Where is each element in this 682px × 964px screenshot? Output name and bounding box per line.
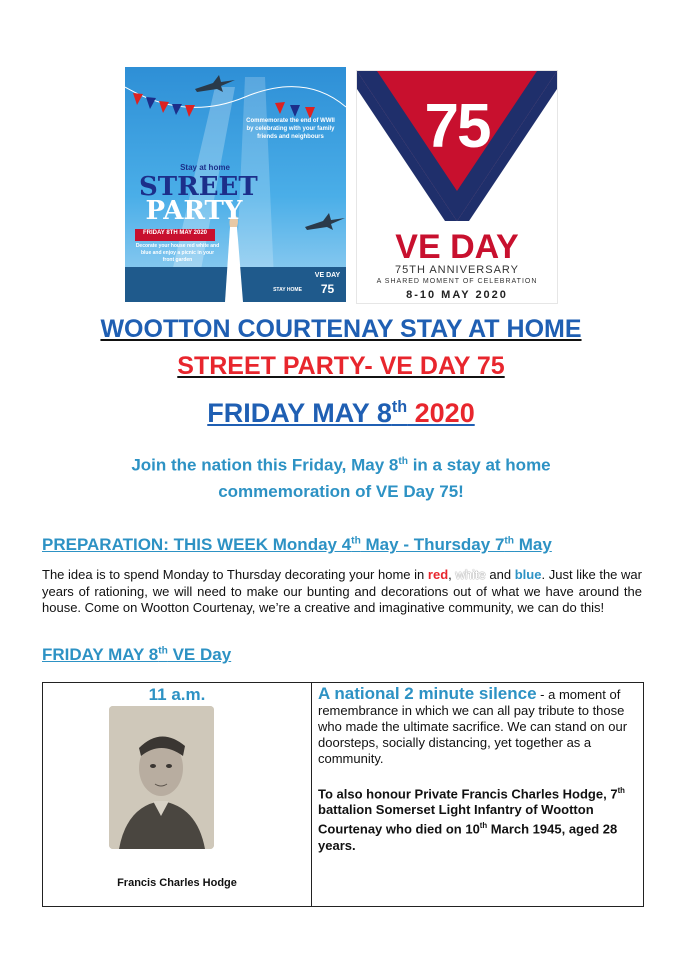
stay-home-logo: STAY HOME	[273, 287, 302, 293]
preparation-text-a: The idea is to spend Monday to Thursday decorating your home in	[42, 567, 428, 582]
portrait-illustration	[109, 706, 214, 849]
preparation-title-c: May	[514, 535, 552, 554]
preparation-title-b: May - Thursday 7	[360, 535, 505, 554]
headline-line-2-text: STREET PARTY- VE DAY 75	[177, 352, 505, 380]
ve-logo-number: 75	[424, 92, 490, 161]
street-party-poster-image	[125, 67, 346, 302]
word-and: and	[485, 567, 515, 582]
silence-lead: A national 2 minute silence	[318, 684, 537, 703]
preparation-title-sup2: th	[504, 535, 515, 547]
preparation-title	[42, 535, 552, 555]
headline-line-2	[0, 352, 682, 381]
ve-logo-dates: 8-10 MAY 2020	[406, 289, 508, 301]
schedule-time: 11 a.m.	[148, 685, 206, 704]
ve-logo-title: VE DAY	[395, 228, 519, 266]
poster-banner: FRIDAY 8TH MAY 2020	[142, 230, 208, 236]
headline-line-3	[0, 398, 682, 429]
honour-text-c: March 1945, aged 28 years.	[318, 821, 618, 853]
friday-title-sup: th	[158, 645, 168, 657]
honour-sup2: th	[479, 821, 488, 831]
ve-day-75-logo	[356, 70, 558, 304]
poster-blurb: Commemorate the end of WWII by celebrating with your family friends and neighbours	[246, 118, 335, 140]
headline-year: 2020	[407, 398, 475, 428]
honour-text-b: battalion Somerset Light Infantry of Wootton Courtenay who died on 10	[318, 802, 594, 837]
comma: ,	[448, 567, 456, 582]
honour-text	[318, 783, 636, 854]
headline-line-1-text: WOOTTON COURTENAY STAY AT HOME	[100, 315, 582, 343]
word-red: red	[427, 567, 449, 582]
honour-sup1: th	[617, 786, 625, 795]
poster-ve-day-number: 75	[320, 282, 335, 296]
preparation-text	[42, 567, 642, 617]
intro-line-2: commemoration of VE Day 75!	[218, 481, 464, 501]
portrait-caption: Francis Charles Hodge	[117, 877, 237, 889]
intro-sup: th	[398, 456, 408, 467]
poster-decorate-text: Decorate your house red white and blue and enjoy a picnic in your front garden	[135, 243, 220, 263]
headline-date: FRIDAY MAY 8	[207, 398, 392, 428]
silence-description	[318, 686, 636, 854]
intro-text	[70, 449, 612, 505]
preparation-title-a: PREPARATION: THIS WEEK Monday 4	[42, 535, 352, 554]
poster-title-line2: PARTY	[145, 196, 243, 226]
friday-title-a: FRIDAY MAY 8	[42, 645, 159, 664]
preparation-text-b: . Just like the war years of rationing, we will need to make our bunting and decorations out of what we have around the house. Come on Wootton Courtenay, we’re a creative and imaginative community, we can do this!	[42, 567, 642, 615]
soldier-portrait-photo	[109, 706, 214, 849]
poster-title-line1: STREET	[139, 172, 258, 202]
friday-title-b: VE Day	[167, 645, 232, 664]
intro-line-1a: Join the nation this Friday, May 8	[131, 455, 399, 475]
preparation-title-sup1: th	[351, 535, 361, 547]
headline-date-suffix: th	[391, 398, 408, 416]
word-white: white	[455, 567, 486, 582]
silence-text: - a moment of remembrance in which we can all pay tribute to those who made the ultimate sacrifice. We can stand on our doorsteps, socially distancing, yet together as a community.	[318, 687, 628, 766]
ve-logo-anniversary: 75TH ANNIVERSARY	[394, 264, 519, 276]
word-blue: blue	[514, 567, 542, 582]
headline-line-1	[0, 315, 682, 344]
intro-line-1b: in a stay at home	[407, 455, 551, 475]
poster-stay-home: Stay at home	[180, 163, 230, 172]
schedule-table	[42, 682, 644, 907]
friday-title	[42, 645, 231, 665]
table-divider	[311, 683, 312, 906]
poster-ve-day-mark: VE DAY	[314, 272, 341, 279]
ve-logo-shared: A SHARED MOMENT OF CELEBRATION	[376, 278, 538, 285]
honour-text-a: To also honour Private Francis Charles Hodge, 7	[318, 786, 618, 802]
